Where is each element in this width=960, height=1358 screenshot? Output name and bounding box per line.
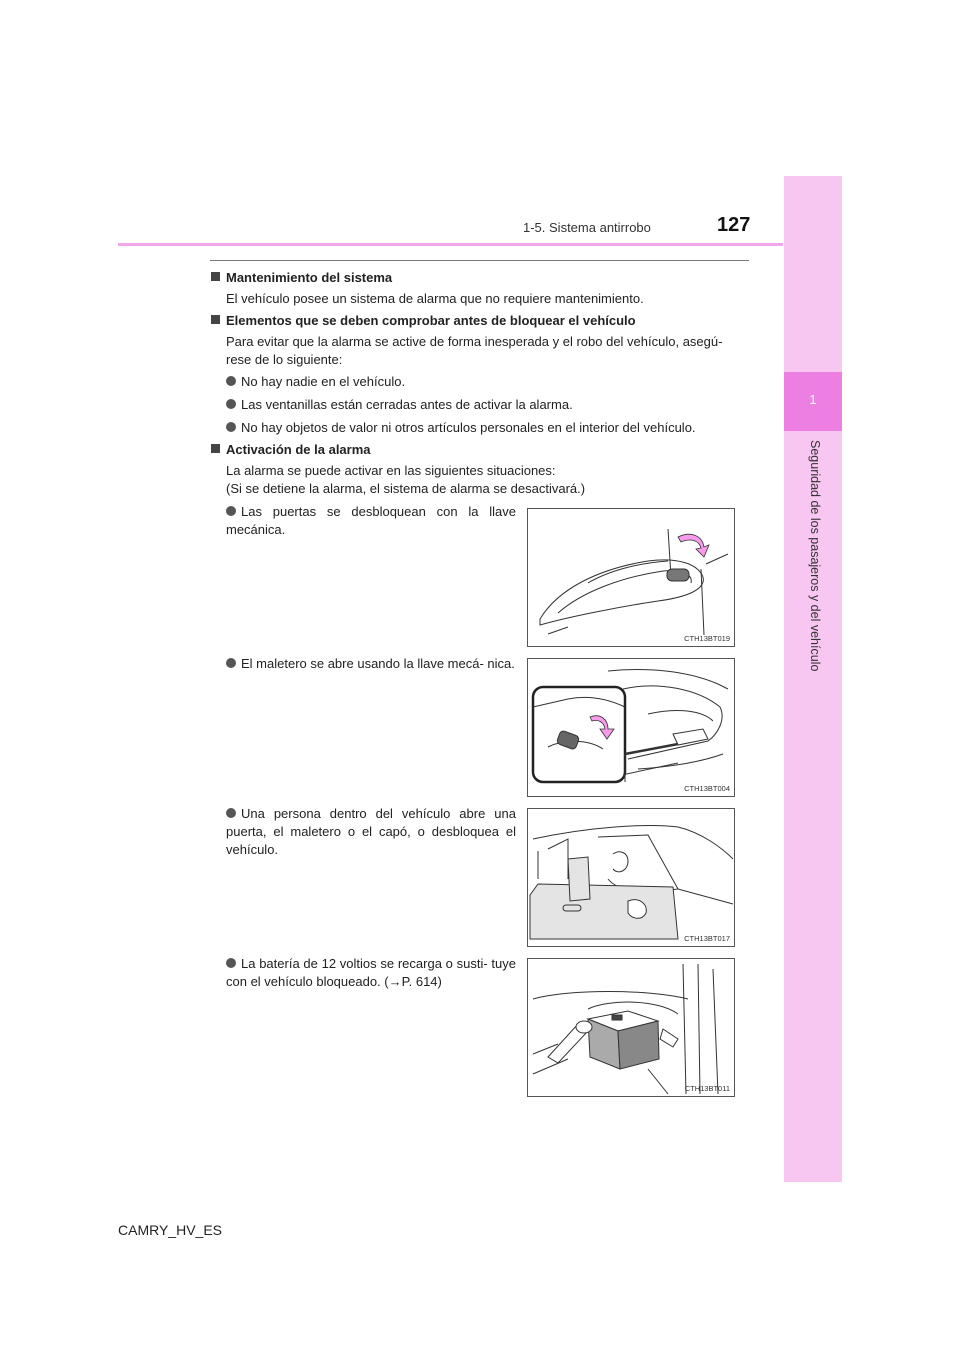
person-door-illustration <box>528 809 734 946</box>
figure-battery <box>527 958 735 1097</box>
figure-door-key <box>527 508 735 647</box>
figure-code: CTH13BT004 <box>684 784 730 793</box>
square-bullet-icon <box>211 315 220 324</box>
list-item: No hay nadie en el vehículo. <box>226 373 405 391</box>
square-bullet-icon <box>211 272 220 281</box>
trunk-illustration <box>528 659 734 796</box>
round-bullet-icon <box>226 422 236 432</box>
list-item: Las ventanillas están cerradas antes de activar la alarma. <box>226 396 573 414</box>
paragraph: El vehículo posee un sistema de alarma que no requiere mantenimiento. <box>226 291 644 306</box>
list-item: La batería de 12 voltios se recarga o susti- tuye con el vehículo bloqueado. (→P. 614) <box>226 956 516 989</box>
section-title: 1-5. Sistema antirrobo <box>523 220 651 235</box>
paragraph-line: La alarma se puede activar en las siguientes situaciones: <box>226 463 556 478</box>
chapter-title[interactable] <box>806 440 822 680</box>
figure-person-door <box>527 808 735 947</box>
content-rule <box>210 260 749 261</box>
round-bullet-icon <box>226 658 236 668</box>
figure-code: CTH13BT011 <box>684 1084 730 1093</box>
header-line <box>118 243 783 246</box>
chapter-title-text: Seguridad de los pasajeros y del vehículo <box>808 440 822 672</box>
paragraph-line: Para evitar que la alarma se active de forma inesperada y el robo del vehículo, asegú- <box>226 334 723 349</box>
heading-activacion: Activación de la alarma <box>211 442 371 457</box>
round-bullet-icon <box>226 376 236 386</box>
round-bullet-icon <box>226 808 236 818</box>
list-item: Una persona dentro del vehículo abre una puerta, el maletero o el capó, o desbloquea el vehículo. <box>226 806 516 857</box>
footer-model: CAMRY_HV_ES <box>118 1222 223 1238</box>
door-handle-illustration <box>528 509 734 646</box>
list-item: No hay objetos de valor ni otros artículos personales en el interior del vehículo. <box>226 419 696 437</box>
figure-trunk-key <box>527 658 735 797</box>
round-bullet-icon <box>226 506 236 516</box>
chapter-number: 1 <box>809 392 817 407</box>
page-number: 127 <box>717 214 751 236</box>
heading-mantenimiento: Mantenimiento del sistema <box>211 270 392 285</box>
battery-illustration <box>528 959 734 1096</box>
round-bullet-icon <box>226 958 236 968</box>
list-item: Las puertas se desbloquean con la llave mecánica. <box>226 504 516 537</box>
figure-code: CTH13BT019 <box>684 634 730 643</box>
list-item: El maletero se abre usando la llave mecá- nica. <box>226 655 516 673</box>
square-bullet-icon <box>211 444 220 453</box>
figure-code: CTH13BT017 <box>684 934 730 943</box>
heading-elementos: Elementos que se deben comprobar antes de bloquear el vehículo <box>211 313 636 328</box>
paragraph-line: (Si se detiene la alarma, el sistema de alarma se desactivará.) <box>226 481 586 496</box>
paragraph-line: rese de lo siguiente: <box>226 352 343 367</box>
round-bullet-icon <box>226 399 236 409</box>
